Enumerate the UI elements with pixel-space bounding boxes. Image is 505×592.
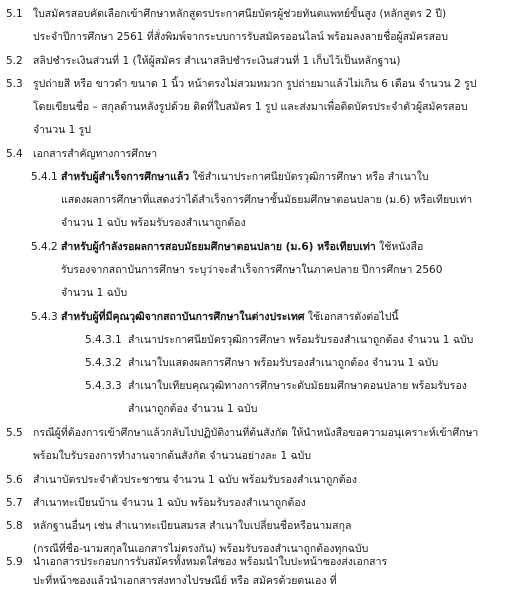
item-5-4-1-text: แสดงผลการศึกษาที่แสดงว่าได้สำเร็จการศึกษาชั้นมัธยมศึกษาตอนปลาย (ม.6) หรือเทียบเท่า [61, 194, 473, 206]
item-5-4-3-rest: ใช้เอกสารดังต่อไปนี้ [304, 311, 399, 323]
item-5-1-number: 5.1 [6, 8, 23, 20]
item-5-4-1-heading [61, 170, 429, 184]
item-5-4-3-number: 5.4.3 [31, 311, 58, 323]
item-5-4-1-number: 5.4.1 [31, 171, 58, 183]
item-5-4-3-2-text: สำเนาใบแสดงผลการศึกษา พร้อมรับรองสำเนาถูกต้อง จำนวน 1 ฉบับ [128, 357, 439, 369]
item-5-4-2-bold: สำหรับผู้กำลังรอผลการสอบมัธยมศึกษาตอนปลาย (ม.6) หรือเทียบเท่า [61, 241, 376, 253]
item-5-3-number: 5.3 [6, 78, 23, 90]
item-5-4-3-3-text: สำเนาถูกต้อง จำนวน 1 ฉบับ [128, 403, 258, 415]
item-5-4-number: 5.4 [6, 148, 23, 160]
item-5-4-1-bold: สำหรับผู้สำเร็จการศึกษาแล้ว [61, 171, 190, 183]
item-5-3-text: โดยเขียนชื่อ – สกุลด้านหลังรูปด้วย ติดที่ใบสมัคร 1 รูป และส่งมาเพื่อติดบัตรประจำตัวผู้สมัครสอบ [33, 101, 468, 113]
item-5-8-number: 5.8 [6, 520, 23, 532]
item-5-1-text: ใบสมัครสอบคัดเลือกเข้าศึกษาหลักสูตรประกาศนียบัตรผู้ช่วยทันตแพทย์ขั้นสูง (หลักสูตร 2 ปี) [33, 8, 447, 20]
item-5-4-1-rest: ใช้สำเนาประกาศนียบัตรวุฒิการศึกษา หรือ สำเนาใบ [189, 171, 429, 183]
item-5-4-3-2-number: 5.4.3.2 [85, 357, 122, 369]
item-5-7-number: 5.7 [6, 497, 23, 509]
item-5-9-text: ปะที่หน้าซองแล้วนำเอกสารส่งทางไปรษณีย์ หรือ สมัครด้วยตนเอง ที่ [33, 575, 337, 587]
item-5-4-3-1-text: สำเนาประกาศนียบัตรวุฒิการศึกษา พร้อมรับรองสำเนาถูกต้อง จำนวน 1 ฉบับ [128, 334, 474, 346]
item-5-4-2-heading [61, 240, 423, 254]
item-5-5-number: 5.5 [6, 427, 23, 439]
item-5-4-text: เอกสารสำคัญทางการศึกษา [33, 148, 158, 160]
item-5-7-text: สำเนาทะเบียนบ้าน จำนวน 1 ฉบับ พร้อมรับรองสำเนาถูกต้อง [33, 497, 306, 509]
item-5-4-2-number: 5.4.2 [31, 241, 58, 253]
item-5-2-number: 5.2 [6, 55, 23, 67]
item-5-4-2-text: รับรองจากสถาบันการศึกษา ระบุว่าจะสำเร็จการศึกษาในภาคปลาย ปีการศึกษา 2560 [61, 264, 443, 276]
item-5-4-2-text: จำนวน 1 ฉบับ [61, 287, 128, 299]
item-5-9-text: นำเอกสารประกอบการรับสมัครทั้งหมดใส่ซอง พร้อมนำใบปะหน้าซองส่งเอกสาร [33, 556, 388, 568]
item-5-5-text: พร้อมใบรับรองการทำงานจากต้นสังกัด จำนวนอย่างละ 1 ฉบับ [33, 450, 312, 462]
item-5-3-text: รูปถ่ายสี หรือ ขาวดำ ขนาด 1 นิ้ว หน้าตรงไม่สวมหมวก รูปถ่ายมาแล้วไม่เกิน 6 เดือน จำนวน 2 รูป [33, 78, 477, 90]
item-5-4-3-bold: สำหรับผู้ที่มีคุณวุฒิจากสถาบันการศึกษาในต่างประเทศ [61, 311, 305, 323]
item-5-9-number: 5.9 [6, 556, 23, 568]
item-5-8-text: หลักฐานอื่นๆ เช่น สำเนาทะเบียนสมรส สำเนาใบเปลี่ยนชื่อหรือนามสกุล [33, 520, 352, 532]
item-5-4-3-heading [61, 310, 399, 324]
item-5-1-text: ประจำปีการศึกษา 2561 ที่สั่งพิมพ์จากระบบการรับสมัครออนไลน์ พร้อมลงลายชื่อผู้สมัครสอบ [33, 31, 449, 43]
item-5-4-3-3-number: 5.4.3.3 [85, 380, 122, 392]
item-5-4-2-rest: ใช้หนังสือ [375, 241, 424, 253]
item-5-2-text: สลิปชำระเงินส่วนที่ 1 (ให้ผู้สมัคร สำเนาสลิปชำระเงินส่วนที่ 1 เก็บไว้เป็นหลักฐาน) [33, 55, 401, 67]
item-5-6-text: สำเนาบัตรประจำตัวประชาชน จำนวน 1 ฉบับ พร้อมรับรองสำเนาถูกต้อง [33, 474, 357, 486]
item-5-6-number: 5.6 [6, 474, 23, 486]
item-5-4-3-1-number: 5.4.3.1 [85, 334, 122, 346]
item-5-4-1-text: จำนวน 1 ฉบับ พร้อมรับรองสำเนาถูกต้อง [61, 217, 246, 229]
item-5-8-text: (กรณีที่ชื่อ-นามสกุลในเอกสารไม่ตรงกัน) พร้อมรับรองสำเนาถูกต้องทุกฉบับ [33, 543, 369, 555]
item-5-5-text: กรณีผู้ที่ต้องการเข้าศึกษาแล้วกลับไปปฏิบัติงานที่ต้นสังกัด ให้นำหนังสือขอความอนุเคราะห์เข้าศึกษา [33, 427, 479, 439]
item-5-4-3-3-text: สำเนาใบเทียบคุณวุฒิทางการศึกษาระดับมัธยมศึกษาตอนปลาย พร้อมรับรอง [128, 380, 467, 392]
item-5-3-text: จำนวน 1 รูป [33, 124, 91, 136]
